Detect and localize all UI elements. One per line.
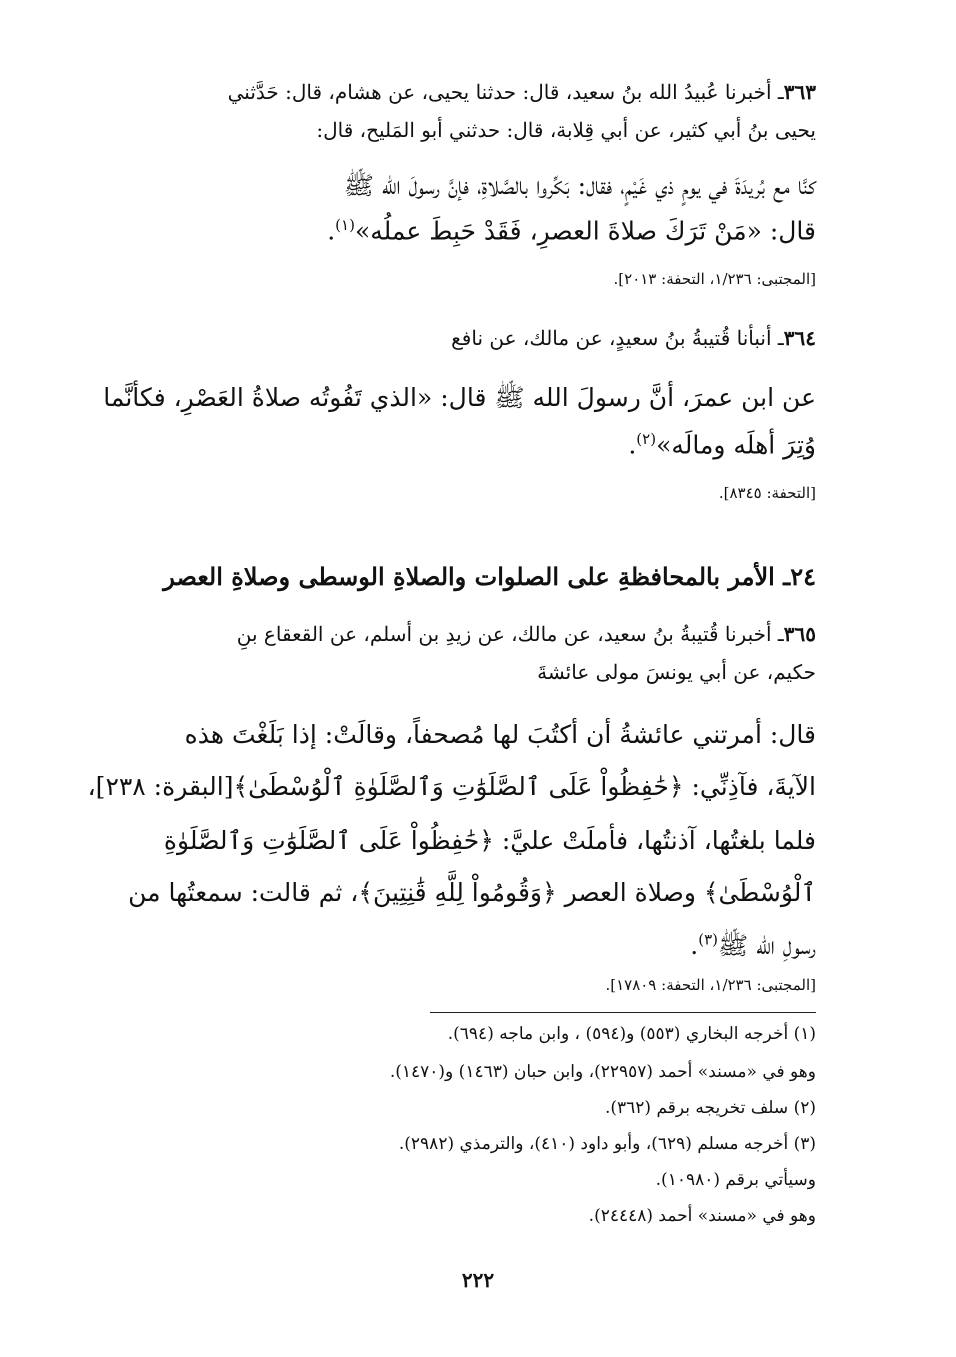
footnote-separator <box>430 1012 816 1013</box>
hadith-363-matn-text: قال: «مَنْ تَرَكَ صلاةَ العصرِ، فَقَدْ حَبِطَ عملُه» <box>354 216 816 246</box>
hadith-365-matn-line3: فلما بلغتُها، آذنتُها، فأملَتْ عليَّ: ﴿حَٰفِظُواْ عَلَى ٱلصَّلَوَٰتِ وَٱلصَّلَوٰةِ <box>163 826 816 855</box>
footnote-line: وهو في «مسند» أحمد (٢٤٤٤٨). <box>588 1206 816 1226</box>
page-number: ٢٢٢ <box>461 1268 495 1292</box>
footnote-line: وهو في «مسند» أحمد (٢٢٩٥٧)، وابن حبان (١٤٦٣) و(١٤٧٠). <box>389 1062 816 1082</box>
hadith-363-heading <box>140 80 816 104</box>
footnote-line: (١) أخرجه البخاري (٥٥٣) و(٥٩٤) ، وابن ماجه (٦٩٤). <box>447 1024 816 1044</box>
hadith-365-heading <box>140 622 816 646</box>
footnote-marker-2: (٢) <box>636 430 657 448</box>
hadith-364-matn-line2 <box>140 430 816 459</box>
hadith-364-reference: [التحفة: ٨٣٤٥]. <box>718 484 816 502</box>
chapter-title: ٢٤ـ الأمر بالمحافظةِ على الصلوات والصلاةِ الوسطى وصلاةِ العصر <box>163 562 816 591</box>
hadith-364-number: ٣٦٤ <box>783 326 816 350</box>
hadith-365-matn-line1: قال: أمرتني عائشةُ أن أكتُبَ لها مُصحفاً، وقالَتْ: إذا بَلَغْتَ هذه <box>184 720 816 749</box>
hadith-364-matn-text: وُتِرَ أهلَه ومالَه» <box>656 430 816 460</box>
hadith-364-heading <box>140 326 816 350</box>
hadith-363-matn-end: . <box>327 216 336 246</box>
hadith-364-matn-line1: عن ابن عمرَ، أنَّ رسولَ الله ﷺ قال: «الذي تَفُوتُه صلاةُ العَصْرِ، فكأنَّما <box>103 383 816 412</box>
hadith-363-matn-line2 <box>140 216 816 245</box>
hadith-365-matn-line4: ٱلْوُسْطَىٰ﴾ وصلاة العصر ﴿وَقُومُواْ لِلَّهِ قَٰنِتِينَ﴾، ثم قالت: سمعتُها من <box>128 878 816 907</box>
footnote-line: (٢) سلف تخريجه برقم (٣٦٢). <box>604 1098 816 1118</box>
hadith-364-isnad-line1: ـ أنبأنا قُتيبةُ بنُ سعيدٍ، عن مالك، عن نافع <box>451 326 784 350</box>
hadith-365-matn-line5 <box>140 930 816 967</box>
hadith-363-reference: [المجتبى: ١/٢٣٦، التحفة: ٢٠١٣]. <box>613 270 816 288</box>
hadith-365-number: ٣٦٥ <box>783 622 816 646</box>
hadith-363-isnad-line1: ـ أخبرنا عُبيدُ الله بنُ سعيد، قال: حدثنا يحيى، عن هشام، قال: حَدَّثني <box>227 80 784 104</box>
hadith-365-matn-text: رسولِ الله ﷺ <box>718 931 816 960</box>
hadith-363-matn-line1: كنَّا مع بُريدَةَ في يومٍ ذي غَيْمٍ، فقال: بَكِّروا بالصَّلاةِ، فإنَّ رسولَ الله ﷺ <box>343 171 816 200</box>
hadith-363-number: ٣٦٣ <box>783 80 816 104</box>
footnote-marker-3: (٣) <box>698 930 718 949</box>
hadith-365-isnad-line2: حكيم، عن أبي يونسَ مولى عائشةَ <box>537 660 816 684</box>
hadith-364-matn-end: . <box>628 430 637 460</box>
footnote-marker-1: (١) <box>335 216 355 234</box>
hadith-365-reference: [المجتبى: ١/٢٣٦، التحفة: ١٧٨٠٩]. <box>605 976 816 994</box>
footnote-line: وسيأتي برقم (١٠٩٨٠). <box>655 1170 816 1190</box>
footnote-line: (٣) أخرجه مسلم (٦٢٩)، وأبو داود (٤١٠)، والترمذي (٢٩٨٢). <box>398 1134 816 1154</box>
hadith-365-matn-line2: الآيةَ، فآذِنِّي: ﴿حَٰفِظُواْ عَلَى ٱلصَّلَوَٰتِ وَٱلصَّلَوٰةِ ٱلْوُسْطَىٰ﴾[البقرة: ٢٣٨]، <box>87 772 816 801</box>
hadith-365-isnad-line1: ـ أخبرنا قُتيبةُ بنُ سعيد، عن مالك، عن زيدِ بن أسلم، عن القعقاع بنِ <box>236 622 784 646</box>
hadith-365-matn-end: . <box>690 931 699 960</box>
hadith-363-isnad-line2: يحيى بنُ أبي كثير، عن أبي قِلابة، قال: حدثني أبو المَليح، قال: <box>316 118 816 142</box>
